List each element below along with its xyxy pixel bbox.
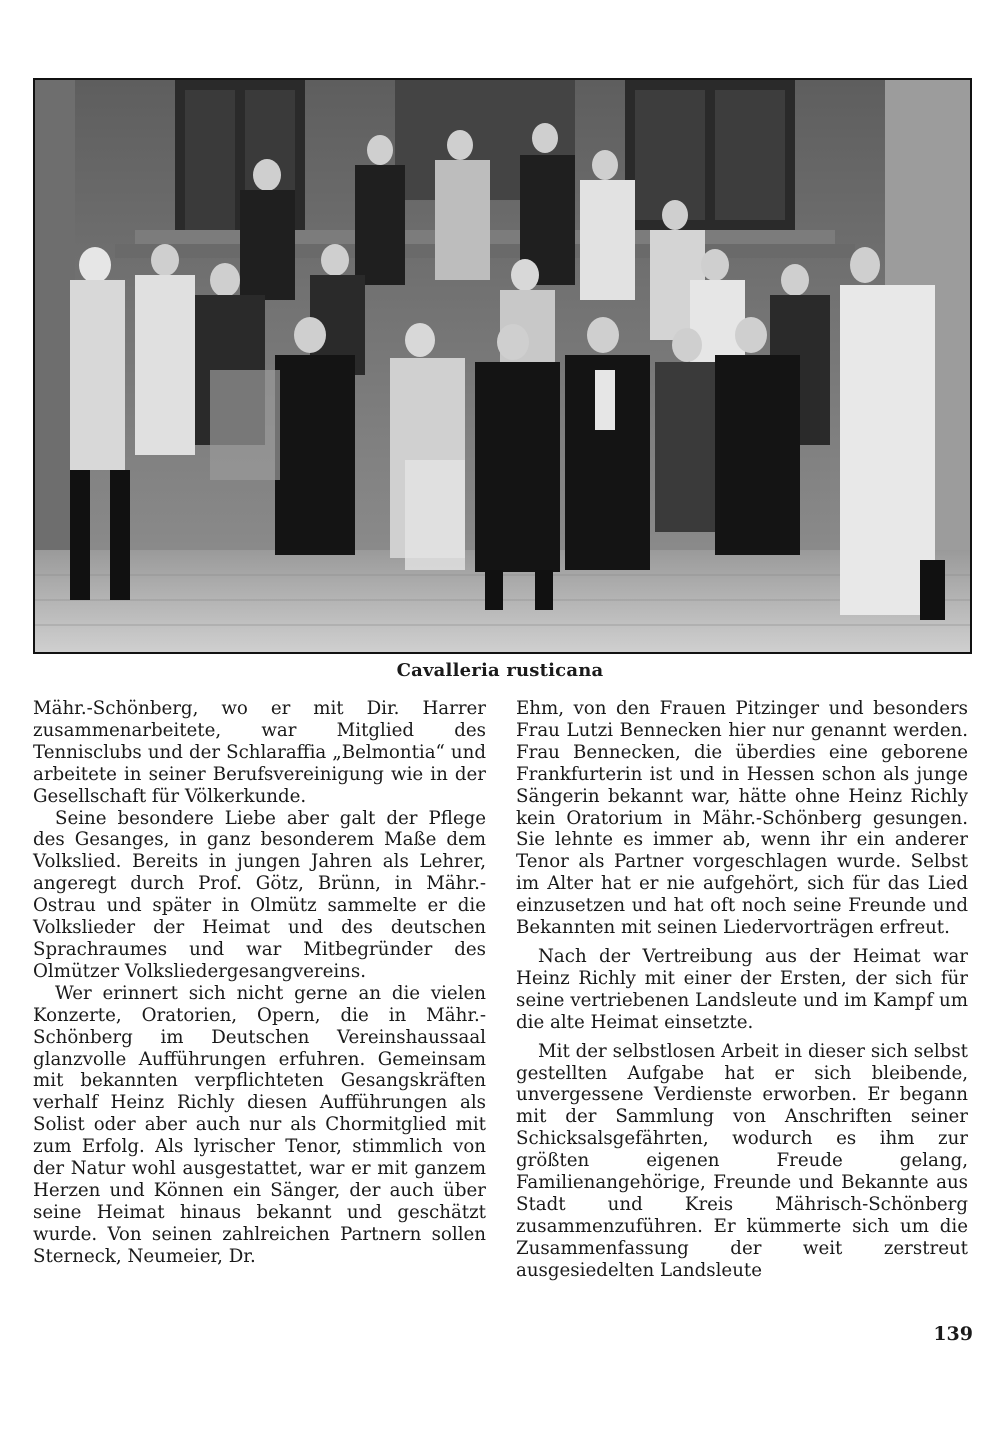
paragraph: Mähr.-Schönberg, wo er mit Dir. Harrer zusammenarbeitete, war Mitglied des Tennisclubs und der Schlaraffia „Belmontia“ und arbeitete in seiner Berufsvereinigung wie in der Gesellschaft für Völkerkunde. (33, 698, 486, 807)
paragraph: Nach der Vertreibung aus der Heimat war Heinz Richly mit einer der Ersten, der sich für seine vertriebenen Landsleute und im Kampf um die alte Heimat einsetzte. (516, 945, 968, 1033)
photo-caption: Cavalleria rusticana (396, 660, 604, 681)
paragraph: Wer erinnert sich nicht gerne an die vielen Konzerte, Oratorien, Opern, die in Mähr.-Schönberg im Deutschen Vereinshaussaal glanzvolle Aufführungen erfuhren. Gemeinsam mit bekannten verpflichteten Gesangskräften verhalf Heinz Richly diesen Aufführungen als Solist oder aber auch nur als Chormitglied mit zum Erfolg. Als lyrischer Tenor, stimmlich von der Natur wohl ausgestattet, war er mit ganzem Herzen und Können ein Sänger, der auch über seine Heimat hinaus bekannt und geschätzt wurde. Von seinen zahlreichen Partnern sollen Sterneck, Neumeier, Dr. (33, 982, 486, 1267)
paragraph: Ehm, von den Frauen Pitzinger und besonders Frau Lutzi Bennecken hier nur genannt werden. Frau Bennecken, die überdies eine geborene Frankfurterin ist und in Hessen schon als junge Sängerin bekannt war, hätte ohne Heinz Richly kein Oratorium in Mähr.-Schönberg gesungen. Sie lehnte es immer ab, wenn ihr ein anderer Tenor als Partner vorgeschlagen wurde. Selbst im Alter hat er nie aufgehört, sich für das Lied einzusetzen und hat oft noch seine Freunde und Bekannten mit seinen Liedervorträgen erfreut. (516, 698, 968, 939)
right-text-column (516, 698, 968, 1282)
group-photo (33, 78, 972, 654)
group-photo-image (35, 80, 970, 652)
page-number: 139 (933, 1323, 973, 1345)
paragraph: Mit der selbstlosen Arbeit in dieser sich selbst gestellten Aufgabe hat er sich bleibende, unvergessene Verdienste erworben. Er begann mit der Sammlung von Anschriften seiner Schicksalsgefährten, wodurch es ihm zur größten eigenen Freude gelang, Familienangehörige, Freunde und Bekannte aus Stadt und Kreis Mährisch-Schönberg zusammenzuführen. Er kümmerte sich um die Zusammenfassung der weit zerstreut ausgesiedelten Landsleute (516, 1040, 968, 1281)
left-text-column (33, 698, 486, 1268)
paragraph: Seine besondere Liebe aber galt der Pflege des Gesanges, in ganz besonderem Maße dem Volkslied. Bereits in jungen Jahren als Lehrer, angeregt durch Prof. Götz, Brünn, in Mähr.-Ostrau und später in Olmütz sammelte er die Volkslieder der Heimat und des deutschen Sprachraumes und war Mitbegründer des Olmützer Volksliedergesangvereins. (33, 807, 486, 982)
